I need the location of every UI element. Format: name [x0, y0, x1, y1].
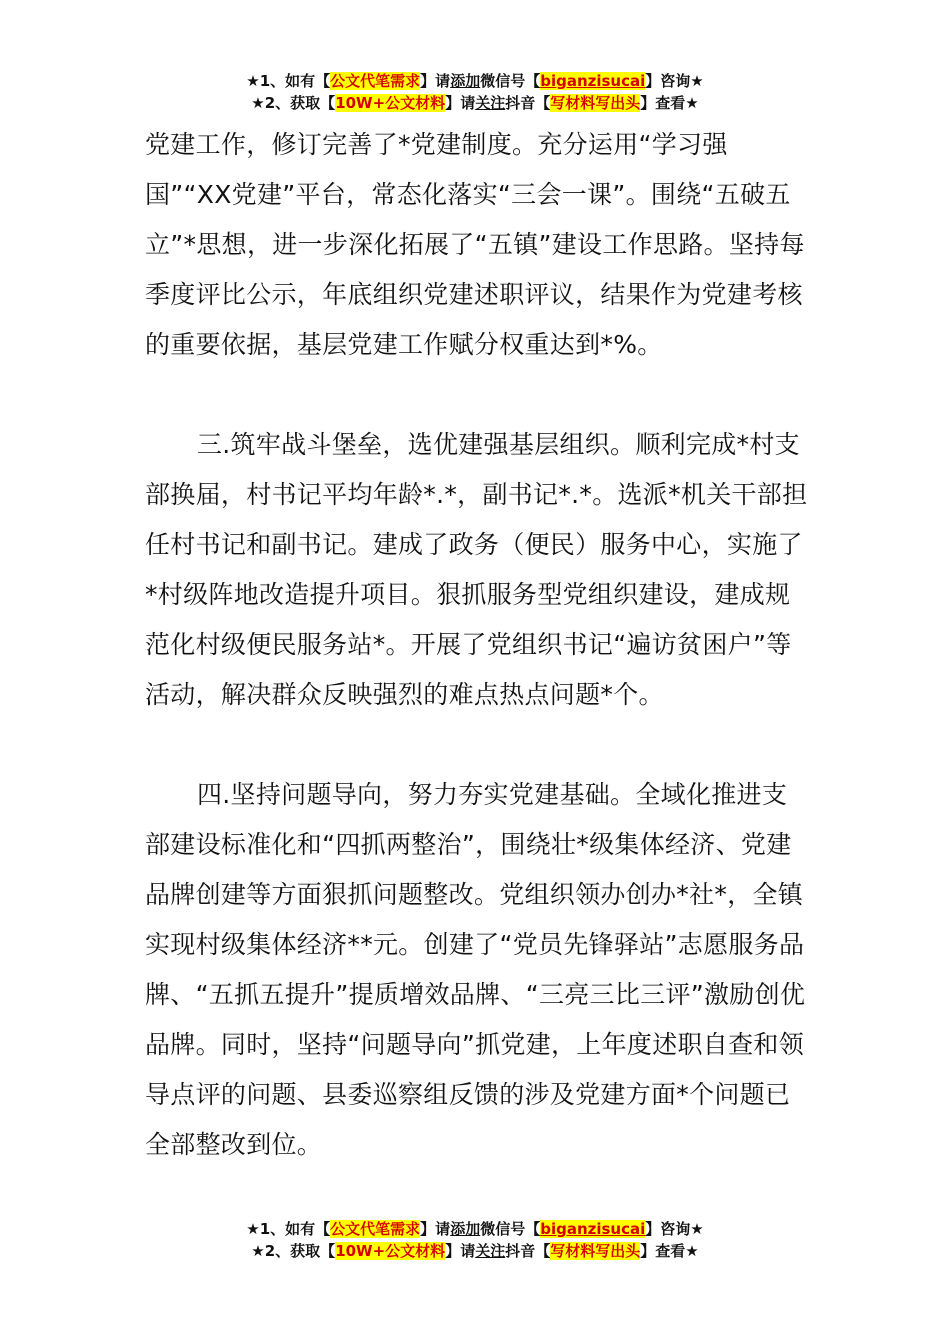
- highlight-materials: 10W+公文材料: [335, 1242, 446, 1260]
- banner-underline: 添加: [450, 1220, 481, 1238]
- banner-line-2: [0, 92, 950, 114]
- banner-line-2: [0, 1240, 950, 1262]
- highlight-materials: 10W+公文材料: [335, 94, 446, 112]
- banner-underline: 添加: [450, 72, 481, 90]
- document-body: [145, 120, 810, 1170]
- paragraph-section-3: 三.筑牢战斗堡垒，选优建强基层组织。顺利完成*村支部换届，村书记平均年龄*.*，副书记*.*。选派*机关干部担任村书记和副书记。建成了政务（便民）服务中心，实施了*村级阵地改造提升项目。狠抓服务型党组织建设，建成规范化村级便民服务站*。开展了党组织书记“遍访贫困户”等活动，解决群众反映强烈的难点热点问题*个。: [145, 430, 808, 709]
- banner-text: ★2、获取【: [251, 1242, 336, 1260]
- footer-banner: [0, 1218, 950, 1262]
- wechat-id-link[interactable]: biganzisucai: [540, 1220, 646, 1238]
- banner-underline: 关注: [475, 94, 506, 112]
- banner-text: ★2、获取【: [251, 94, 336, 112]
- banner-line-1: [0, 1218, 950, 1240]
- paragraph-continued: 党建工作，修订完善了*党建制度。充分运用“学习强国”“XX党建”平台，常态化落实“三会一课”。围绕“五破五立”*思想，进一步深化拓展了“五镇”建设工作思路。坚持每季度评比公示，年底组织党建述职评议，结果作为党建考核的重要依据，基层党建工作赋分权重达到*%。: [145, 130, 805, 359]
- banner-line-1: [0, 70, 950, 92]
- banner-text: ★1、如有【: [246, 1220, 331, 1238]
- banner-text: 抖音【: [505, 94, 551, 112]
- banner-text: 】请: [420, 1220, 451, 1238]
- banner-text: 】请: [445, 94, 476, 112]
- highlight-service: 公文代笔需求: [330, 72, 421, 90]
- wechat-id-link[interactable]: biganzisucai: [540, 72, 646, 90]
- banner-text: 】查看★: [640, 94, 699, 112]
- banner-text: 】查看★: [640, 1242, 699, 1260]
- banner-text: ★1、如有【: [246, 72, 331, 90]
- banner-text: 微信号【: [480, 1220, 541, 1238]
- header-banner: [0, 70, 950, 114]
- highlight-douyin: 写材料写出头: [550, 94, 641, 112]
- banner-underline: 关注: [475, 1242, 506, 1260]
- banner-text: 】请: [420, 72, 451, 90]
- highlight-service: 公文代笔需求: [330, 1220, 421, 1238]
- banner-text: 微信号【: [480, 72, 541, 90]
- paragraph-section-4: 四.坚持问题导向，努力夯实党建基础。全域化推进支部建设标准化和“四抓两整治”，围绕壮*级集体经济、党建品牌创建等方面狠抓问题整改。党组织领办创办*社*，全镇实现村级集体经济**元。创建了“党员先锋驿站”志愿服务品牌、“五抓五提升”提质增效品牌、“三亮三比三评”激励创优品牌。同时，坚持“问题导向”抓党建，上年度述职自查和领导点评的问题、县委巡察组反馈的涉及党建方面*个问题已全部整改到位。: [145, 780, 806, 1159]
- highlight-douyin: 写材料写出头: [550, 1242, 641, 1260]
- banner-text: 】咨询★: [645, 1220, 704, 1238]
- banner-text: 抖音【: [505, 1242, 551, 1260]
- banner-text: 】咨询★: [645, 72, 704, 90]
- banner-text: 】请: [445, 1242, 476, 1260]
